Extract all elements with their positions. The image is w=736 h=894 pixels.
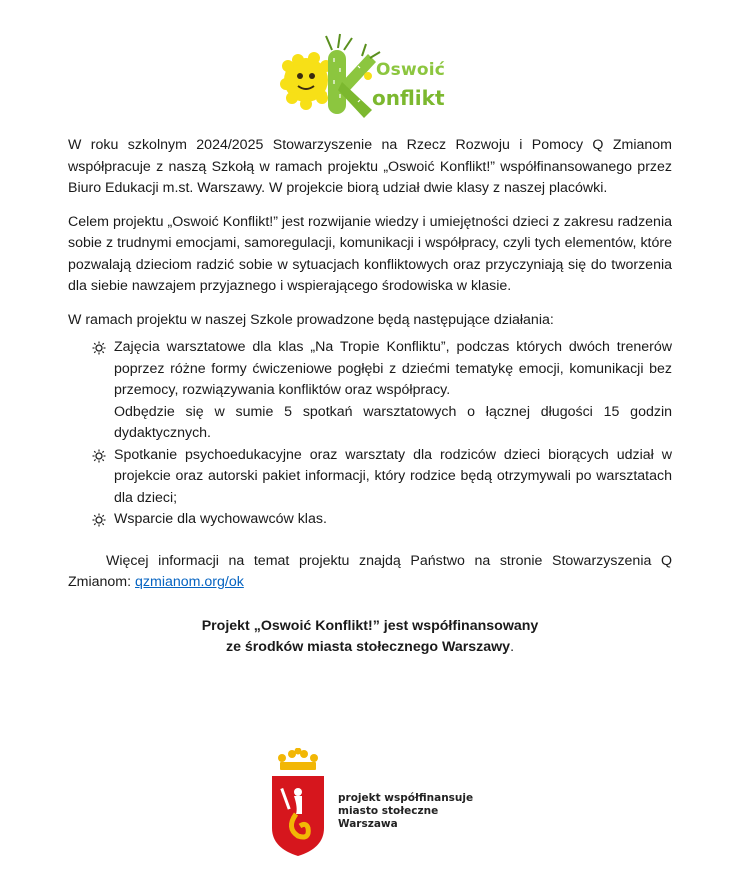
qzmianom-link[interactable]: qzmianom.org/ok xyxy=(135,574,244,590)
financed-line-2-period: . xyxy=(510,639,515,655)
list-item xyxy=(68,445,672,510)
sun-bullet-icon xyxy=(92,449,106,463)
document-body xyxy=(68,135,672,659)
cofinancing-line-3: Warszawa xyxy=(338,818,398,830)
financed-line-2-text: ze środków miasta stołecznego Warszawy xyxy=(225,639,511,655)
more-info-text: Więcej informacji na temat projektu znajdą Państwo na stronie Stowarzyszenia Q Zmianom: xyxy=(68,552,672,590)
financed-line-1: Projekt „Oswoić Konflikt!” jest współfinansowany xyxy=(201,617,539,634)
cofinancing-line-1: projekt współfinansuje xyxy=(338,792,474,804)
activity-text: Spotkanie psychoedukacyjne oraz warsztaty dla rodziców dzieci biorących udział w projekcie oraz autorski pakiet informacji, który rodzice będą otrzymywali po warsztatach dla dzieci; xyxy=(114,446,672,506)
paragraph-intro: W roku szkolnym 2024/2025 Stowarzyszenie na Rzecz Rozwoju i Pomocy Q Zmianom współpracuje z naszą Szkołą w ramach projektu „Oswoić Konflikt!” współfinansowanego przez Biuro Edukacji m.st. Warszawy. W projekcie biorą udział dwie klasy z naszej placówki. xyxy=(68,137,672,196)
warsaw-coat-of-arms-icon xyxy=(268,748,332,860)
logo-text-onflikt: onflikt xyxy=(372,86,445,110)
sun-bullet-icon xyxy=(92,341,106,355)
more-info-paragraph xyxy=(68,551,672,594)
list-item xyxy=(68,509,672,531)
warszawa-cofinancing-logo xyxy=(268,748,488,860)
activities-intro: W ramach projektu w naszej Szkole prowadzone będą następujące działania: xyxy=(68,311,554,328)
paragraph-goal: Celem projektu „Oswoić Konflikt!” jest rozwijanie wiedzy i umiejętności dzieci z zakresu radzenia sobie z trudnymi emocjami, samoregulacji, komunikacji i współpracy, czyli tych elementów, które pozwalają dzieciom radzić sobie w sytuacjach konfliktowych oraz przyczyniają się do tworzenia dla siebie nawzajem przyjaznego i wspierającego środowiska w klasie. xyxy=(68,213,672,294)
activity-note: Odbędzie się w sumie 5 spotkań warsztatowych o łącznej długości 15 godzin dydaktycznych. xyxy=(114,403,672,441)
oswoic-konflikt-logo xyxy=(276,32,466,122)
logo-text-oswoic: Oswoić xyxy=(376,60,446,80)
activities-list xyxy=(68,337,672,531)
activity-text: Wsparcie dla wychowawców klas. xyxy=(114,511,327,527)
cofinancing-text xyxy=(338,792,473,831)
cofinancing-line-2: miasto stołeczne xyxy=(338,805,439,817)
activity-text: Zajęcia warsztatowe dla klas „Na Tropie Konfliktu”, podczas których dwóch trenerów poprzez różne formy ćwiczeniowe pogłębi z dziećmi tematykę emocji, komunikacji bez przemocy, rozwiązywania konfliktów oraz współpracy. xyxy=(114,339,672,398)
financed-line-2 xyxy=(68,637,672,659)
list-item xyxy=(68,337,672,445)
sun-bullet-icon xyxy=(92,513,106,527)
